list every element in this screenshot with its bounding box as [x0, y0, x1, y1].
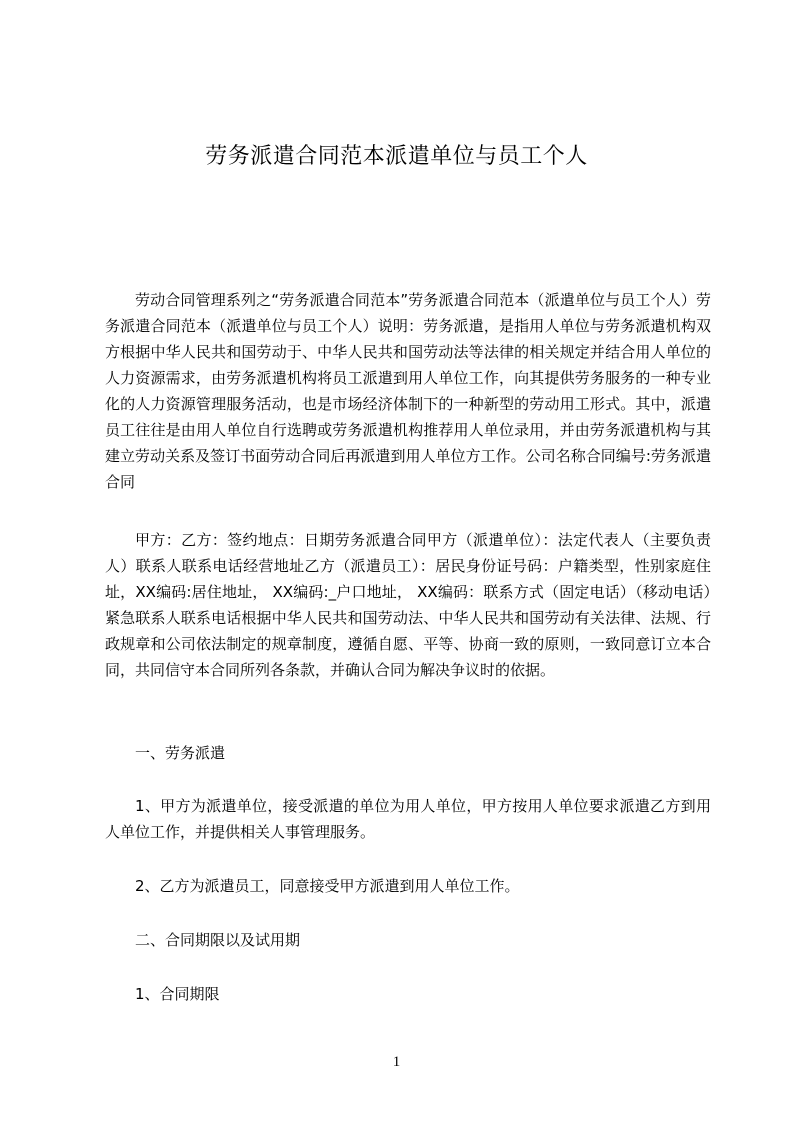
subsection-heading-block — [105, 981, 711, 1007]
section-heading-block — [105, 927, 711, 953]
page-number: 1 — [392, 1054, 401, 1070]
clause-block — [105, 873, 711, 899]
clause-1-1-paragraph: 1、甲方为派遣单位，接受派遣的单位为用人单位，甲方按用人单位要求派遣乙方到用人单位工作，并提供相关人事管理服务。 — [105, 797, 711, 841]
intro-paragraph-block — [105, 287, 711, 495]
section-heading-contract-term: 二、合同期限以及试用期 — [135, 931, 301, 949]
parties-paragraph: 甲方：乙方：签约地点：日期劳务派遣合同甲方（派遣单位）：法定代表人（主要负责人）联系人联系电话经营地址乙方（派遣员工）：居民身份证号码：户籍类型，性别家庭住址，XX编码:居住地址， XX编码:_户口地址， XX编码：联系方式（固定电话）（移动电话）紧急联系人联系电话根据中华人民共和国劳动法、中华人民共和国劳动有关法律、法规、行政规章和公司依法制定的规章制度，遵循自愿、平等、协商一致的原则，一致同意订立本合同，共同信守本合同所列各条款，并确认合同为解决争议时的依据。 — [105, 531, 711, 679]
section-heading-labor-dispatch: 一、劳务派遣 — [135, 744, 226, 762]
clause-1-2-paragraph: 2、乙方为派遣员工，同意接受甲方派遣到用人单位工作。 — [135, 877, 520, 895]
subsection-heading-contract-period: 1、合同期限 — [135, 985, 220, 1003]
parties-paragraph-block — [105, 527, 711, 683]
clause-block — [105, 793, 711, 845]
section-heading-block — [105, 740, 711, 766]
intro-paragraph: 劳动合同管理系列之“劳务派遣合同范本”劳务派遣合同范本（派遣单位与员工个人）劳务派遣合同范本（派遣单位与员工个人）说明：劳务派遣，是指用人单位与劳务派遣机构双方根据中华人民共和国劳动于、中华人民共和国劳动法等法律的相关规定并结合用人单位的人力资源需求，由劳务派遣机构将员工派遣到用人单位工作，向其提供劳务服务的一种专业化的人力资源管理服务活动，也是市场经济体制下的一种新型的劳动用工形式。其中，派遣员工往往是由用人单位自行选聘或劳务派遣机构推荐用人单位录用，并由劳务派遣机构与其建立劳动关系及签订书面劳动合同后再派遣到用人单位方工作。公司名称合同编号:劳务派遣合同 — [105, 291, 711, 491]
document-title: 劳务派遣合同范本派遣单位与员工个人 — [205, 144, 588, 169]
